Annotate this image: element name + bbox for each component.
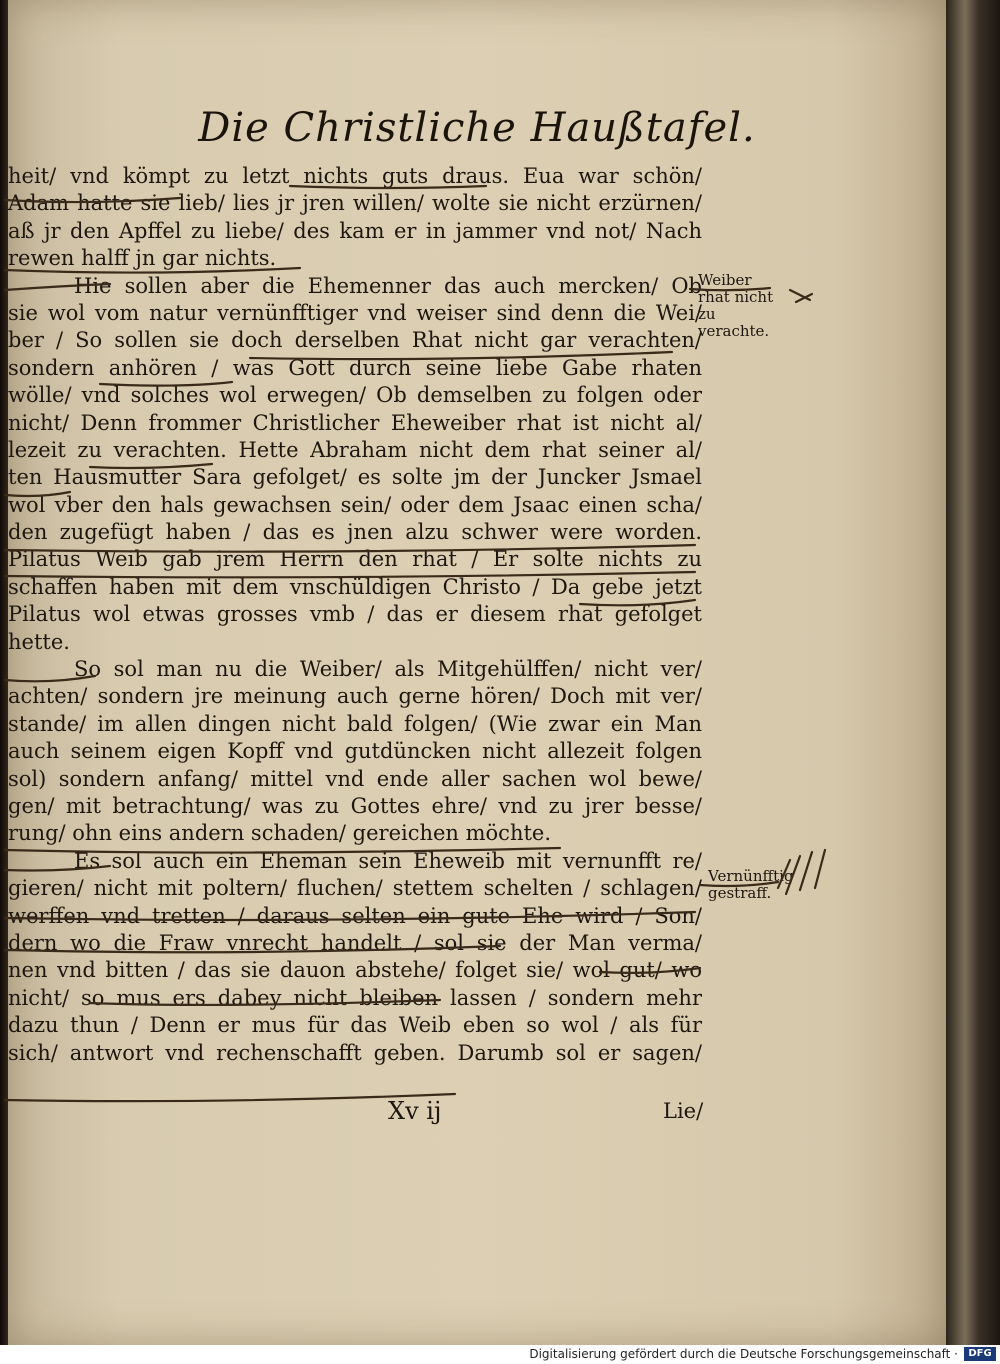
text-line: achten/ sondern jre meinung auch gerne hören/ Doch mit ver/: [8, 684, 702, 709]
body-text: [8, 163, 702, 1067]
text-line: lezeit zu verachten. Hette Abraham nicht dem rhat seiner al/: [8, 437, 702, 462]
footer-bar: [0, 1345, 1000, 1364]
text-line: schaffen haben mit dem vnschüldigen Christo / Da gebe jetzt: [8, 574, 702, 599]
text-line: aß jr den Apffel zu liebe/ des kam er in jammer vnd not/ Nach: [8, 218, 702, 243]
text-line: sich/ antwort vnd rechenschafft geben. Darumb sol er sagen/: [8, 1040, 702, 1065]
text-line: nicht/ so mus ers dabey nicht bleiben lassen / sondern mehr: [8, 985, 702, 1010]
text-line: rewen halff jn gar nichts.: [8, 246, 277, 271]
text-line: werffen vnd tretten / daraus selten ein gute Ehe wird / Son/: [8, 903, 702, 928]
text-line: den zugefügt haben / das es jnen alzu schwer were worden.: [8, 520, 702, 545]
page-edge-shadow: [946, 0, 1000, 1345]
running-header: Die Christliche Haußtafel.: [198, 105, 756, 151]
text-line: dern wo die Fraw vnrecht handelt / sol sie der Man verma/: [8, 930, 702, 955]
text-line: gieren/ nicht mit poltern/ fluchen/ stettem schelten / schlagen/: [8, 876, 702, 901]
text-line: Pilatus wol etwas grosses vmb / das er diesem rhat gefolget: [8, 602, 702, 627]
text-line: nen vnd bitten / das sie dauon abstehe/ folget sie/ wol gut/ wo: [8, 958, 702, 983]
funding-credit: Digitalisierung gefördert durch die Deutsche Forschungsgemeinschaft ·: [529, 1347, 958, 1361]
margin-note: Vernünfftig gestraff.: [708, 867, 794, 902]
text-line: Pilatus Weib gab jrem Herrn den rhat / Er solte nichts zu: [8, 547, 702, 572]
text-line: heit/ vnd kömpt zu letzt nichts guts draus. Eua war schön/: [8, 164, 702, 188]
text-line: So sol man nu die Weiber/ als Mitgehülffen/ nicht ver/: [74, 657, 702, 682]
margin-note: Weiber rhat nicht zu verachte.: [698, 271, 774, 340]
text-line: hette.: [8, 629, 70, 654]
text-line: Es sol auch ein Eheman sein Eheweib mit vernunfft re/: [74, 848, 702, 873]
text-line: gen/ mit betrachtung/ was zu Gottes ehre/ vnd zu jrer besse/: [8, 793, 702, 818]
text-line: ber / So sollen sie doch derselben Rhat nicht gar verachten/: [8, 328, 702, 353]
text-line: sondern anhören / was Gott durch seine liebe Gabe rhaten: [8, 355, 702, 380]
text-line: sol) sondern anfang/ mittel vnd ende aller sachen wol bewe/: [8, 766, 702, 791]
catchword: Lie/: [663, 1099, 704, 1123]
signature-mark: Xv ij: [388, 1097, 442, 1125]
text-line: auch seinem eigen Kopff vnd gutdüncken nicht allezeit folgen: [8, 739, 702, 764]
text-line: ten Hausmutter Sara gefolget/ es solte jm der Juncker Jsmael: [8, 465, 702, 490]
dfg-logo: DFG: [964, 1347, 996, 1361]
text-line: dazu thun / Denn er mus für das Weib eben so wol / als für: [8, 1013, 702, 1038]
text-line: stande/ im allen dingen nicht bald folgen/ (Wie zwar ein Man: [8, 711, 702, 736]
text-line: Adam hatte sie lieb/ lies jr jren willen/ wolte sie nicht erzürnen/: [8, 191, 702, 216]
book-page: [8, 0, 946, 1345]
text-line: nicht/ Denn frommer Christlicher Eheweiber rhat ist nicht al/: [8, 410, 702, 435]
text-line: rung/ ohn eins andern schaden/ gereichen möchte.: [8, 821, 552, 846]
text-line: wölle/ vnd solches wol erwegen/ Ob demselben zu folgen oder: [8, 383, 702, 408]
text-line: Hie sollen aber die Ehemenner das auch mercken/ Ob: [74, 273, 702, 298]
text-line: wol vber den hals gewachsen sein/ oder dem Jsaac einen scha/: [8, 492, 702, 517]
text-line: sie wol vom natur vernünfftiger vnd weiser sind denn die Wei/: [8, 300, 702, 325]
